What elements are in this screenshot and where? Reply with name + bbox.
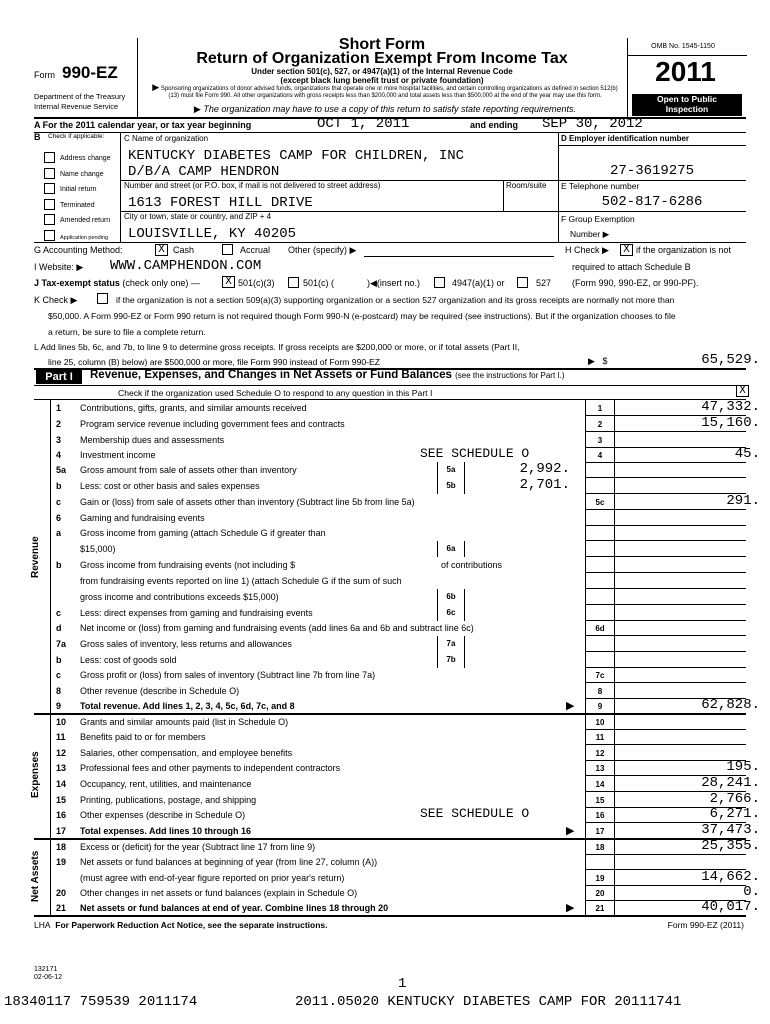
- line-number: 11: [56, 732, 66, 742]
- option-accrual: Accrual: [240, 245, 271, 255]
- line-number: 8: [56, 686, 62, 696]
- sponsoring-note: ▶ Sponsoring organizations of donor advised funds, organizations that operate one or more hospital facilities, and certain controlling organizations as defined in section 512(b)(13) must file Form 990. All other organizations with gross receipts less than $200,000 and total assets less than $500,000 at the end of the year may use this form.: [152, 82, 618, 99]
- line-description: Printing, publications, postage, and shipping: [80, 795, 257, 805]
- option-501c: 501(c) (: [303, 278, 335, 288]
- dept-line1: Department of the Treasury: [34, 92, 126, 101]
- inline-amount[interactable]: 2,701.: [519, 477, 570, 493]
- code-2: 02-06-12: [34, 974, 63, 981]
- line-amount[interactable]: 25,355.: [701, 838, 760, 854]
- city-label: City or town, state or country, and ZIP + 4: [124, 212, 272, 221]
- line-number: a: [56, 528, 62, 538]
- line-description: Investment income: [80, 450, 156, 460]
- checkbox-501c3[interactable]: X: [222, 276, 235, 288]
- option-terminated: Terminated: [60, 202, 95, 209]
- line-number: 10: [56, 717, 67, 727]
- part1-line-row: [0, 432, 770, 448]
- line-description: Excess or (deficit) for the year (Subtract line 17 from line 9): [80, 842, 316, 852]
- schedule-reference: SEE SCHEDULE O: [420, 806, 530, 821]
- part1-line-row: [0, 447, 770, 463]
- lha-notice: LHA For Paperwork Reduction Act Notice, see the separate instructions.: [34, 920, 328, 930]
- bottom-right-id: 2011.05020 KENTUCKY DIABETES CAMP FOR 20111741: [295, 994, 682, 1010]
- checkbox-accrual[interactable]: [222, 244, 233, 255]
- line-ref-box: 21: [595, 904, 605, 913]
- line-description: Gross sales of inventory, less returns and allowances: [80, 639, 292, 649]
- title-short-form: Short Form: [338, 36, 426, 53]
- part1-line-row: [0, 636, 770, 652]
- part1-line-row: [0, 776, 770, 792]
- line-amount[interactable]: 62,828.: [701, 697, 760, 713]
- line-ref-box: 4: [597, 451, 603, 460]
- dept-line2: Internal Revenue Service: [34, 102, 119, 111]
- inline-line-box: 5a: [437, 462, 465, 478]
- line-number: 5a: [56, 465, 67, 475]
- org-dba[interactable]: D/B/A CAMP HENDRON: [128, 164, 280, 180]
- part1-line-row: [0, 698, 770, 714]
- accounting-method-label: G Accounting Method:: [34, 245, 123, 255]
- line-ref-box: 16: [595, 811, 605, 820]
- street-label: Number and street (or P.O. box, if mail is not delivered to street address): [124, 181, 381, 190]
- form-ref-footer: Form 990-EZ (2011): [667, 920, 744, 930]
- l-dollar: ▶ $: [588, 356, 608, 366]
- line-number: 19: [56, 857, 67, 867]
- line-amount[interactable]: 6,271.: [709, 806, 760, 822]
- k-text-3: a return, be sure to file a complete return.: [48, 327, 206, 337]
- part1-line-row: [0, 541, 770, 557]
- line-ref-box: 10: [595, 718, 605, 727]
- website-label: I Website: ▶: [34, 262, 84, 272]
- line-description: Membership dues and assessments: [80, 435, 225, 445]
- line-description: Other revenue (describe in Schedule O): [80, 686, 240, 696]
- part1-line-row: [0, 525, 770, 541]
- line-amount[interactable]: 2,766.: [709, 791, 760, 807]
- line-amount[interactable]: 47,332.: [701, 399, 760, 415]
- option-other: Other (specify) ▶: [288, 245, 357, 255]
- line-ref-box: 12: [595, 749, 605, 758]
- part1-line-row: [0, 854, 770, 870]
- part1-line-row: [0, 462, 770, 478]
- inline-line-box: 7a: [437, 636, 465, 652]
- line-number: 6: [56, 513, 62, 523]
- inline-line-box: 7b: [437, 652, 465, 668]
- line-amount[interactable]: 0.: [743, 884, 760, 900]
- line-number: 17: [56, 826, 67, 836]
- line-amount[interactable]: 40,017.: [701, 899, 760, 915]
- part1-line-row: [0, 870, 770, 886]
- h-text-2: required to attach Schedule B: [572, 262, 691, 272]
- checkbox-name-change[interactable]: [44, 168, 55, 179]
- part1-line-row: [0, 839, 770, 855]
- line-description: Net income or (loss) from gaming and fundraising events (add lines 6a and 6b and subtract line 6c): [80, 623, 474, 633]
- section-a-label: A For the 2011 calendar year, or tax year beginning: [34, 120, 252, 130]
- line-description: Occupancy, rent, utilities, and maintenance: [80, 779, 252, 789]
- line-ref-box: 6d: [595, 624, 605, 633]
- line-number: 1: [56, 403, 62, 413]
- line-description: Grants and similar amounts paid (list in Schedule O): [80, 717, 289, 727]
- line-ref-box: 14: [595, 780, 605, 789]
- form-label: Form: [34, 70, 55, 80]
- part1-line-row: [0, 510, 770, 526]
- h-check-label: H Check ▶: [565, 245, 609, 255]
- part1-line-row: [0, 620, 770, 636]
- line-description: Less: cost or other basis and sales expenses: [80, 481, 260, 491]
- side-label-expenses: Expenses: [30, 751, 41, 798]
- part1-tag: Part I: [36, 370, 82, 384]
- subtitle-except: (except black lung benefit trust or private foundation): [280, 76, 484, 85]
- option-cash: Cash: [173, 245, 195, 255]
- line-description: Contributions, gifts, grants, and similar amounts received: [80, 403, 307, 413]
- line-description: Other expenses (describe in Schedule O): [80, 810, 246, 820]
- l-text-1: L Add lines 5b, 6c, and 7b, to line 9 to determine gross receipts. If gross receipts are $200,000 or more, or if total assets (Part II,: [34, 342, 520, 352]
- checkbox-address-change[interactable]: [44, 152, 55, 163]
- line-number: 21: [56, 903, 67, 913]
- line-number: b: [56, 560, 62, 570]
- part1-line-row: [0, 885, 770, 901]
- option-amended-return: Amended return: [60, 217, 111, 224]
- tax-year-begin[interactable]: OCT 1, 2011: [317, 116, 410, 132]
- line-description: Gaming and fundraising events: [80, 513, 205, 523]
- part1-line-row: [0, 714, 770, 730]
- org-name-label: C Name of organization: [124, 134, 209, 143]
- line-amount[interactable]: 14,662.: [701, 869, 760, 885]
- line-number: c: [56, 608, 62, 618]
- k-check-label: K Check ▶: [34, 295, 78, 305]
- line-ref-box: 9: [597, 702, 603, 711]
- inline-line-box: 6b: [437, 589, 465, 605]
- street-address[interactable]: 1613 FOREST HILL DRIVE: [128, 195, 313, 211]
- line-number: b: [56, 481, 62, 491]
- line-number: 13: [56, 763, 67, 773]
- part1-line-row: [0, 900, 770, 916]
- side-label-net-assets: Net Assets: [30, 850, 41, 902]
- group-number-label: Number ▶: [570, 229, 610, 239]
- line-amount[interactable]: 28,241.: [701, 775, 760, 791]
- part1-line-row: [0, 652, 770, 668]
- line-number: 4: [56, 450, 62, 460]
- check-if-applicable: Check if applicable:: [48, 133, 105, 140]
- option-address-change: Address change: [60, 155, 111, 162]
- part1-line-row: [0, 494, 770, 510]
- part1-line-row: [0, 478, 770, 494]
- part1-line-row: [0, 823, 770, 839]
- arrow-icon: ▶: [566, 902, 575, 914]
- line-ref-box: 7c: [595, 671, 605, 680]
- line-amount[interactable]: 45.: [734, 446, 760, 462]
- line-ref-box: 18: [595, 843, 605, 852]
- part1-line-row: [0, 792, 770, 808]
- line-number: 12: [56, 748, 67, 758]
- line-description: $15,000): [80, 544, 116, 554]
- line-number: 20: [56, 888, 67, 898]
- part1-line-row: [0, 807, 770, 823]
- line-description: Less: cost of goods sold: [80, 655, 177, 665]
- line-number: 18: [56, 842, 67, 852]
- subtitle-section: Under section 501(c), 527, or 4947(a)(1) of the Internal Revenue Code: [251, 67, 513, 76]
- line-description: Total revenue. Add lines 1, 2, 3, 4, 5c, 6d, 7c, and 8: [80, 701, 295, 711]
- k-text-1: if the organization is not a section 509(a)(3) supporting organization or a section 527 organization and its gross receipts are normally not more than: [116, 295, 675, 305]
- checkbox-cash[interactable]: X: [155, 244, 168, 256]
- part1-line-row: [0, 605, 770, 621]
- option-527: 527: [536, 278, 552, 288]
- page-number: 1: [398, 976, 407, 992]
- and-ending-label: and ending: [470, 120, 518, 130]
- line-ref-box: 17: [595, 827, 605, 836]
- line-amount[interactable]: 291.: [726, 493, 760, 509]
- side-label-revenue: Revenue: [30, 536, 41, 578]
- line-number: 3: [56, 435, 62, 445]
- line-description: Gross amount from sale of assets other than inventory: [80, 465, 297, 475]
- checkbox-k[interactable]: [97, 293, 108, 304]
- tax-year: 2011: [655, 56, 716, 87]
- of-contributions-label: of contributions: [441, 560, 503, 570]
- arrow-icon: ▶: [566, 700, 575, 712]
- checkbox-schedule-o[interactable]: X: [736, 385, 749, 397]
- open-to-public: Open to Public Inspection: [632, 94, 742, 116]
- phone-label: E Telephone number: [561, 181, 640, 191]
- option-initial-return: Initial return: [60, 186, 97, 193]
- line-number: b: [56, 655, 62, 665]
- line-description: Other changes in net assets or fund balances (explain in Schedule O): [80, 888, 358, 898]
- group-exemption-label: F Group Exemption: [561, 214, 635, 224]
- part1-line-row: [0, 416, 770, 432]
- line-description: Program service revenue including government fees and contracts: [80, 419, 345, 429]
- org-name[interactable]: KENTUCKY DIABETES CAMP FOR CHILDREN, INC: [128, 148, 465, 164]
- checkbox-501c[interactable]: [288, 277, 299, 288]
- code-1: 132171: [34, 966, 58, 973]
- line-description: Total expenses. Add lines 10 through 16: [80, 826, 252, 836]
- line-description: from fundraising events reported on line 1) (attach Schedule G if the sum of such: [80, 576, 402, 586]
- section-b-label: B: [34, 132, 41, 142]
- line-number: c: [56, 497, 62, 507]
- city-state-zip[interactable]: LOUISVILLE, KY 40205: [128, 226, 297, 242]
- part1-line-row: [0, 589, 770, 605]
- line-ref-box: 3: [597, 436, 603, 445]
- inline-line-box: 6c: [437, 605, 465, 621]
- line-description: (must agree with end-of-year figure reported on prior year's return): [80, 873, 345, 883]
- line-number: 7a: [56, 639, 67, 649]
- part1-line-row: [0, 557, 770, 573]
- line-number: d: [56, 623, 62, 633]
- line-amount[interactable]: 37,473.: [701, 822, 760, 838]
- schedule-reference: SEE SCHEDULE O: [420, 446, 530, 461]
- inline-line-box: 5b: [437, 478, 465, 494]
- line-number: 2: [56, 419, 62, 429]
- line-ref-box: 8: [597, 687, 603, 696]
- line-description: gross income and contributions exceeds $15,000): [80, 592, 279, 602]
- line-ref-box: 19: [595, 874, 605, 883]
- part1-line-row: [0, 745, 770, 761]
- website-url[interactable]: WWW.CAMPHENDON.COM: [110, 258, 262, 274]
- part1-title: Revenue, Expenses, and Changes in Net Assets or Fund Balances (see the instructions for Part I.): [90, 369, 565, 381]
- checkbox-4947[interactable]: [434, 277, 445, 288]
- inline-amount[interactable]: 2,992.: [519, 461, 570, 477]
- line-number: 15: [56, 795, 67, 805]
- line-description: Less: direct expenses from gaming and fundraising events: [80, 608, 313, 618]
- checkbox-527[interactable]: [517, 277, 528, 288]
- option-501c3: 501(c)(3): [238, 278, 275, 288]
- ein-value[interactable]: 27-3619275: [609, 163, 694, 179]
- k-text-2: $50,000. A Form 990-EZ or Form 990 return is not required though Form 990-N (e-postcard) may be required (see instructions). But if the organization chooses to file: [48, 311, 676, 321]
- line-ref-box: 1: [597, 404, 603, 413]
- room-suite-label: Room/suite: [506, 181, 547, 190]
- arrow-icon: ▶: [566, 825, 575, 837]
- line-ref-box: 11: [595, 733, 605, 742]
- line-description: Gain or (loss) from sale of assets other than inventory (Subtract line 5b from line 5a): [80, 497, 415, 507]
- form-number: 990-EZ: [62, 63, 118, 82]
- line-ref-box: 2: [597, 420, 603, 429]
- option-name-change: Name change: [60, 171, 104, 178]
- omb-number: OMB No. 1545-1150: [651, 43, 715, 50]
- ein-label: D Employer identification number: [561, 134, 690, 143]
- line-description: Professional fees and other payments to independent contractors: [80, 763, 341, 773]
- option-4947: 4947(a)(1) or: [452, 278, 505, 288]
- schedule-o-check-text: Check if the organization used Schedule O to respond to any question in this Part I: [118, 388, 433, 398]
- line-number: 16: [56, 810, 67, 820]
- checkbox-initial-return[interactable]: [44, 183, 55, 194]
- part1-line-row: [0, 760, 770, 776]
- part1-line-row: [0, 400, 770, 416]
- checkbox-amended-return[interactable]: [44, 214, 55, 225]
- phone-value[interactable]: 502-817-6286: [601, 194, 703, 210]
- line-number: c: [56, 670, 62, 680]
- line-description: Gross income from gaming (attach Schedule G if greater than: [80, 528, 326, 538]
- tax-exempt-status: J Tax-exempt status (check only one) —: [34, 278, 200, 288]
- line-ref-box: 20: [595, 889, 605, 898]
- part1-line-row: [0, 573, 770, 589]
- line-description: Net assets or fund balances at beginning of year (from line 27, column (A)): [80, 857, 378, 867]
- line-amount[interactable]: 195.: [726, 759, 760, 775]
- h-text-3: (Form 990, 990-EZ, or 990-PF).: [572, 278, 699, 288]
- line-number: 9: [56, 701, 62, 711]
- line-description: Gross income from fundraising events (not including $: [80, 560, 296, 570]
- line-description: Salaries, other compensation, and employee benefits: [80, 748, 293, 758]
- inline-line-box: 6a: [437, 541, 465, 557]
- line-description: Gross profit or (loss) from sales of inventory (Subtract line 7b from line 7a): [80, 670, 376, 680]
- option-application-pending: Application pending: [60, 235, 109, 241]
- checkbox-application-pending[interactable]: [44, 230, 55, 241]
- gross-receipts-amount[interactable]: 65,529.: [701, 352, 760, 368]
- checkbox-terminated[interactable]: [44, 199, 55, 210]
- state-note: ▶ The organization may have to use a copy of this return to satisfy state reporting requirements.: [193, 104, 577, 114]
- bottom-left-id: 18340117 759539 2011174: [4, 994, 198, 1010]
- line-amount[interactable]: 15,160.: [701, 415, 760, 431]
- option-501c-close: )◀(insert no.): [367, 278, 420, 288]
- title-main: Return of Organization Exempt From Income Tax: [196, 50, 568, 67]
- line-number: 14: [56, 779, 67, 789]
- line-ref-box: 13: [595, 764, 605, 773]
- line-ref-box: 15: [595, 796, 605, 805]
- part1-line-row: [0, 683, 770, 699]
- line-ref-box: 5c: [595, 498, 605, 507]
- h-text-1: if the organization is not: [636, 245, 732, 255]
- tax-year-end[interactable]: SEP 30, 2012: [542, 116, 643, 132]
- line-description: Benefits paid to or for members: [80, 732, 206, 742]
- line-description: Net assets or fund balances at end of year. Combine lines 18 through 20: [80, 903, 389, 913]
- part1-line-row: [0, 729, 770, 745]
- l-text-2: line 25, column (B) below) are $500,000 or more, file Form 990 instead of Form 990-EZ: [48, 357, 380, 367]
- checkbox-h-schedule-b[interactable]: X: [620, 244, 633, 256]
- part1-line-row: [0, 667, 770, 683]
